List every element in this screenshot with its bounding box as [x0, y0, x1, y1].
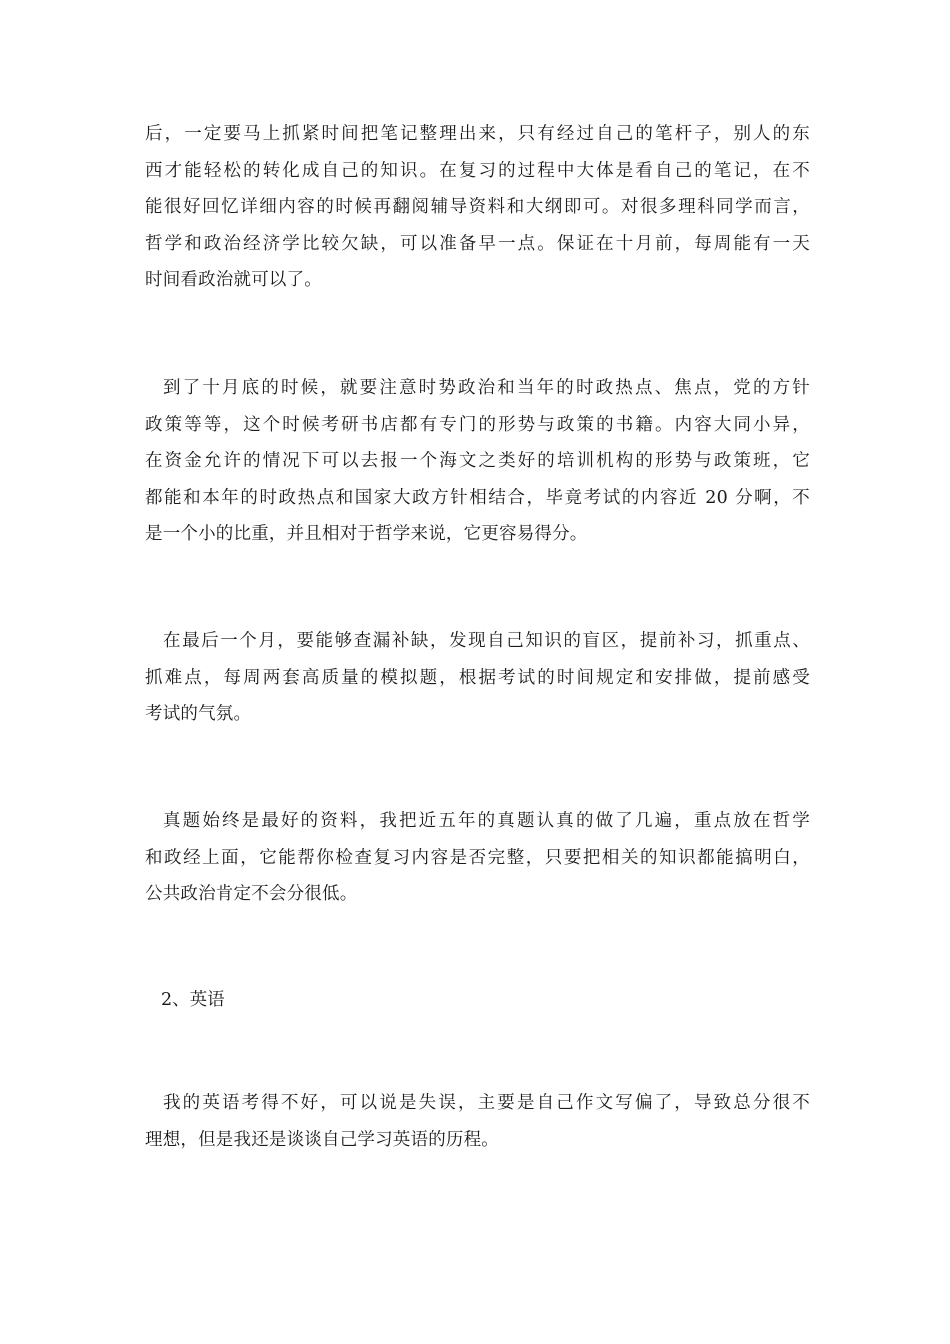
text-line: 哲学和政治经济学比较欠缺，可以准备早一点。保证在十月前，每周能有一天	[145, 233, 810, 254]
text-line: 都能和本年的时政热点和国家大政方针相结合，毕竟考试的内容近 20 分啊，不	[145, 487, 810, 508]
text-line: 和政经上面，它能帮你检查复习内容是否完整，只要把相关的知识都能搞明白，	[145, 847, 810, 868]
paragraph-last-month	[145, 623, 810, 733]
text-line: 到了十月底的时候，就要注意时势政治和当年的时政热点、焦点，党的方针	[163, 378, 810, 398]
paragraph-politics-notes	[145, 116, 810, 299]
text-line: 政策等等，这个时候考研书店都有专门的形势与政策的书籍。内容大同小异，	[145, 414, 810, 435]
text-line: 抓难点，每周两套高质量的模拟题，根据考试的时间规定和安排做，提前感受	[145, 667, 810, 688]
text-line: 考试的气氛。	[145, 704, 252, 725]
section-heading-english: 2、英语	[161, 990, 225, 1010]
text-line: 在最后一个月，要能够查漏补缺，发现自己知识的盲区，提前补习，抓重点、	[163, 631, 810, 651]
text-line: 理想，但是我还是谈谈自己学习英语的历程。	[145, 1129, 499, 1150]
text-line: 在资金允许的情况下可以去报一个海文之类好的培训机构的形势与政策班，它	[145, 451, 810, 472]
text-line: 时间看政治就可以了。	[145, 270, 322, 291]
text-line: 是一个小的比重，并且相对于哲学来说，它更容易得分。	[145, 524, 588, 545]
text-line: 西才能轻松的转化成自己的知识。在复习的过程中大体是看自己的笔记，在不	[145, 160, 810, 181]
text-line: 真题始终是最好的资料，我把近五年的真题认真的做了几遍，重点放在哲学	[163, 811, 810, 831]
text-line: 能很好回忆详细内容的时候再翻阅辅导资料和大纲即可。对很多理科同学而言，	[145, 197, 810, 218]
paragraph-english-intro	[145, 1085, 810, 1158]
paragraph-current-affairs	[145, 370, 810, 553]
text-line: 我的英语考得不好，可以说是失误，主要是自己作文写偏了，导致总分很不	[163, 1093, 810, 1113]
text-line: 后，一定要马上抓紧时间把笔记整理出来，只有经过自己的笔杆子，别人的东	[145, 124, 810, 144]
paragraph-past-exams	[145, 803, 810, 913]
text-line: 公共政治肯定不会分很低。	[145, 884, 358, 905]
